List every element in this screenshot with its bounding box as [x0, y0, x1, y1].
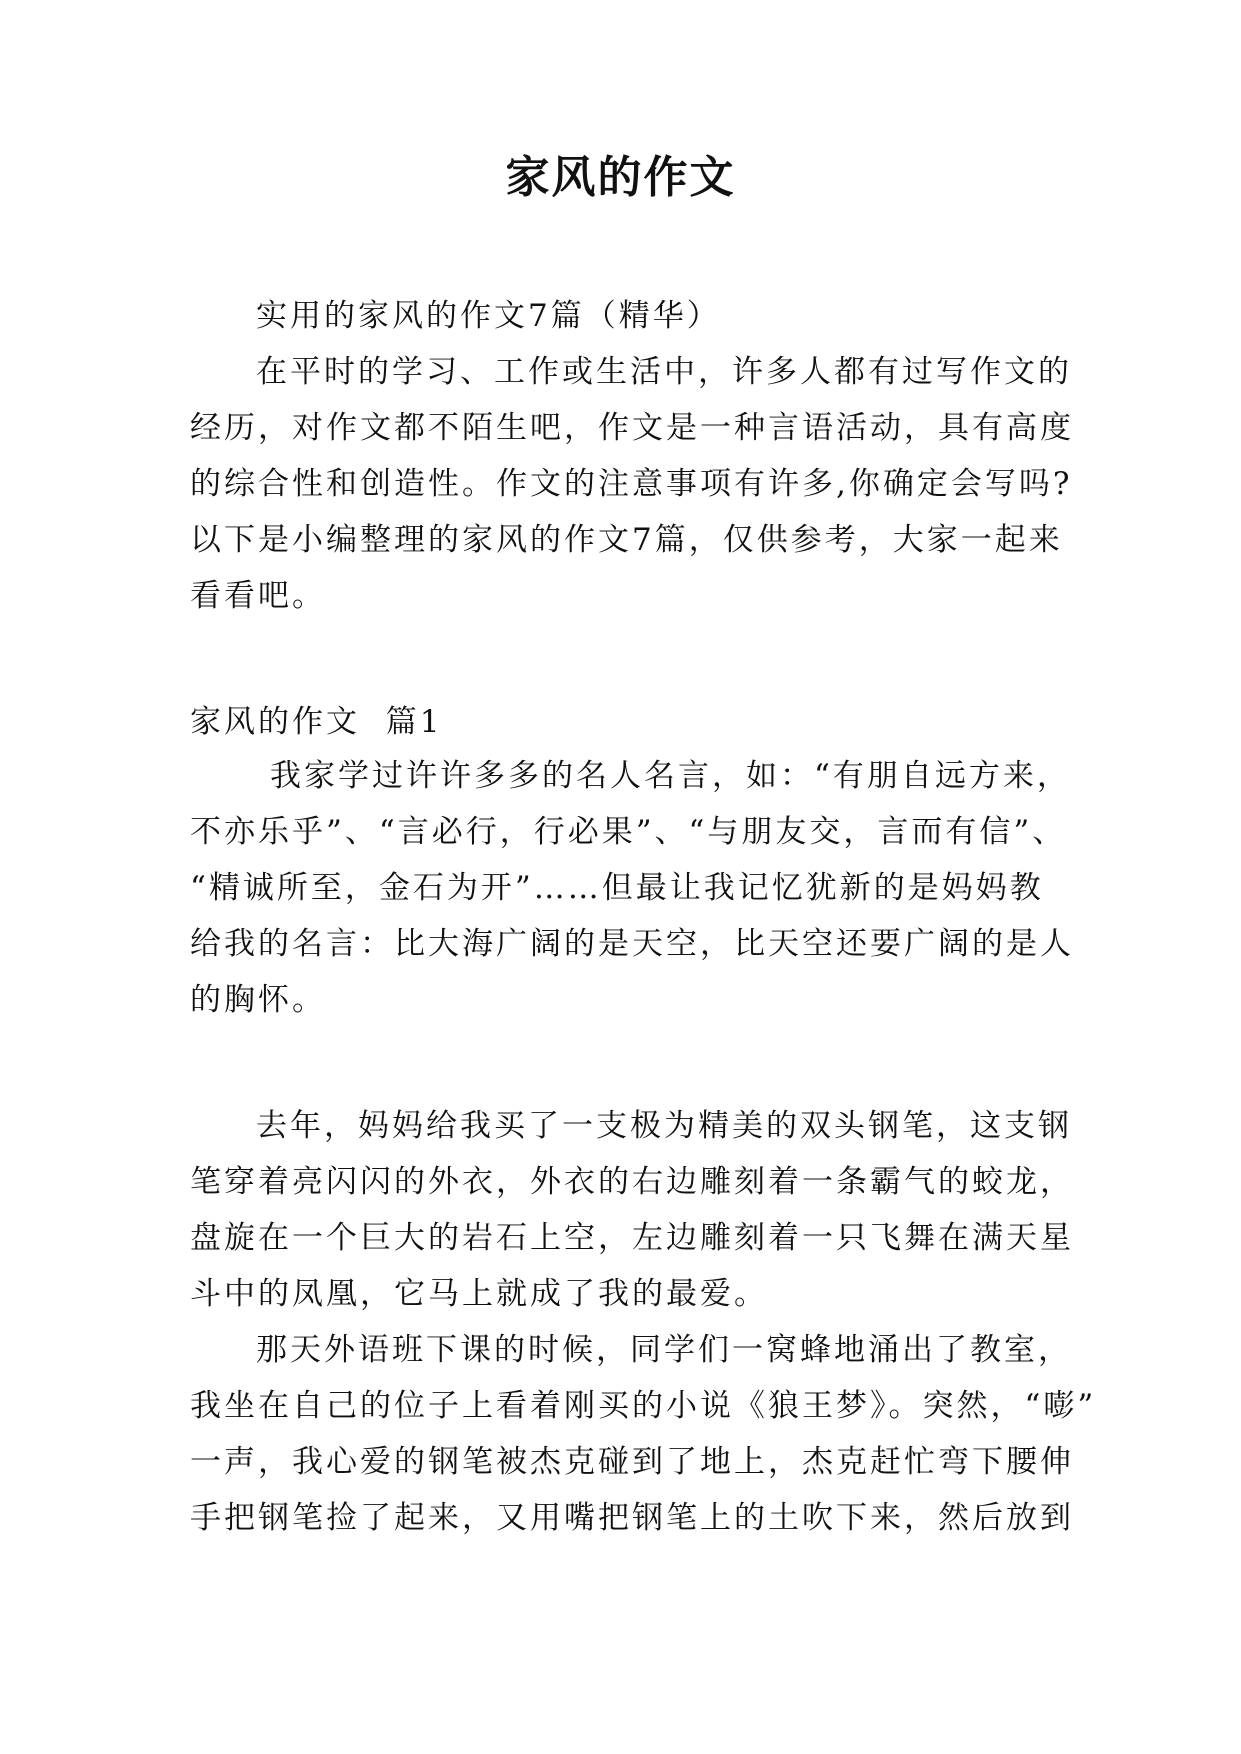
paragraph-line: 给我的名言：比大海广阔的是天空，比天空还要广阔的是人 — [190, 926, 1074, 962]
paragraph-line: 斗中的凤凰，它马上就成了我的最爱。 — [190, 1276, 768, 1312]
paragraph-line: 的胸怀。 — [190, 982, 326, 1018]
paragraph-line: “精诚所至，金石为开”……但最让我记忆犹新的是妈妈教 — [190, 870, 1044, 906]
paragraph-line: 盘旋在一个巨大的岩石上空，左边雕刻着一只飞舞在满天星 — [190, 1220, 1074, 1256]
paragraph-line: 去年，妈妈给我买了一支极为精美的双头钢笔，这支钢 — [256, 1108, 1072, 1144]
paragraph-line: 我坐在自己的位子上看着刚买的小说《狼王梦》。突然，“嘭” — [190, 1388, 1097, 1424]
document-title: 家风的作文 — [505, 152, 736, 203]
intro-paragraph — [190, 344, 1074, 624]
document-subtitle: 实用的家风的作文7篇（精华） — [256, 298, 721, 334]
paragraph-1 — [190, 748, 1074, 1028]
intro-line: 在平时的学习、工作或生活中，许多人都有过写作文的 — [256, 354, 1072, 390]
intro-line: 以下是小编整理的家风的作文7篇，仅供参考，大家一起来 — [190, 522, 1063, 558]
paragraph-line: 我家学过许许多多的名人名言，如：“有朋自远方来， — [270, 758, 1071, 794]
section-heading: 家风的作文 篇1 — [190, 704, 443, 740]
paragraph-2 — [190, 1098, 1074, 1322]
paragraph-line: 手把钢笔捡了起来，又用嘴把钢笔上的土吹下来，然后放到 — [190, 1500, 1074, 1536]
paragraph-line: 笔穿着亮闪闪的外衣，外衣的右边雕刻着一条霸气的蛟龙， — [190, 1164, 1074, 1200]
intro-line: 的综合性和创造性。作文的注意事项有许多,你确定会写吗? — [190, 466, 1073, 502]
paragraph-line: 不亦乐乎”、“言必行，行必果”、“与朋友交，言而有信”、 — [190, 814, 1067, 850]
paragraph-3 — [190, 1322, 1097, 1546]
paragraph-line: 那天外语班下课的时候，同学们一窝蜂地涌出了教室， — [256, 1332, 1072, 1368]
intro-line: 看看吧。 — [190, 578, 326, 614]
intro-line: 经历，对作文都不陌生吧，作文是一种言语活动，具有高度 — [190, 410, 1074, 446]
paragraph-line: 一声，我心爱的钢笔被杰克碰到了地上，杰克赶忙弯下腰伸 — [190, 1444, 1074, 1480]
